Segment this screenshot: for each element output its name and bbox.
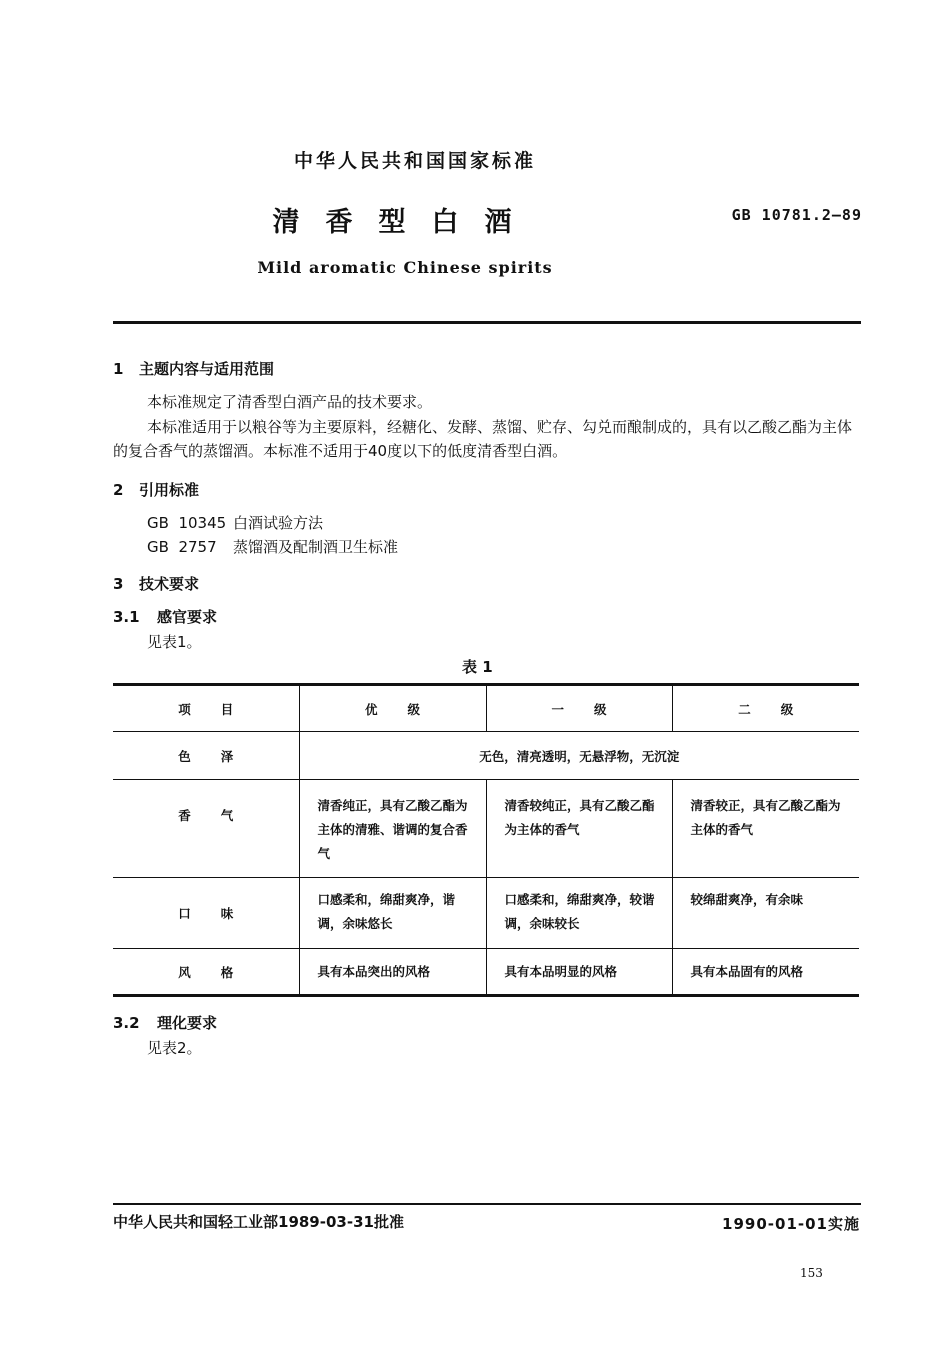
section-1-paragraph-1: 本标准规定了清香型白酒产品的技术要求。 [147,393,433,411]
table-cell: 清香较正，具有乙酸乙酯为主体的香气 [672,780,859,878]
table-cell: 口感柔和，绵甜爽净，谐调，余味悠长 [299,878,486,949]
table-header-cell: 二级 [672,685,859,732]
row-label-cell: 口味 [178,906,264,921]
section-title: 主题内容与适用范围 [139,360,275,378]
document-title: 清香型白酒 [272,207,538,238]
table-cell: 具有本品固有的风格 [672,949,859,996]
table-cell: 口感柔和，绵甜爽净，较谐调，余味较长 [486,878,672,949]
table-cell: 清香较纯正，具有乙酸乙酯为主体的香气 [486,780,672,878]
table-header-cell: 一级 [486,685,672,732]
reference-title: 白酒试验方法 [233,514,324,532]
section-3-1-text: 见表1。 [147,633,202,651]
section-title: 引用标准 [139,481,200,499]
page-number: 153 [800,1266,823,1280]
table-cell: 具有本品明显的风格 [486,949,672,996]
row-label-cell: 风格 [178,964,264,980]
section-title: 理化要求 [157,1014,218,1032]
section-title: 感官要求 [157,608,218,626]
row-label-cell: 香气 [178,808,264,823]
table-caption: 表 1 [462,658,493,676]
table-cell: 无色，清亮透明，无悬浮物，无沉淀 [299,732,859,780]
table-row [113,780,859,878]
section-number: 2 [113,481,124,499]
section-3-1-heading [113,606,217,627]
footer-rule [113,1203,861,1205]
section-1-heading [113,358,274,379]
section-2-heading [113,479,199,500]
english-title: Mild aromatic Chinese spirits [257,258,553,277]
table-cell: 较绵甜爽净，有余味 [672,878,859,949]
reference-item [147,511,323,535]
section-number: 3.1 [113,608,140,626]
section-number: 3 [113,575,124,593]
section-1-paragraph-2: 本标准适用于以粮谷等为主要原料，经糖化、发酵、蒸馏、贮存、勾兑而酿制成的，具有以乙酸乙酯为主体的复合香气的蒸馏酒。本标准不适用于40度以下的低度清香型白酒。 [113,418,853,460]
table-header-cell: 项目 [113,685,299,732]
section-number: 3.2 [113,1014,140,1032]
sensory-requirements-table [113,683,859,997]
issuer-heading: 中华人民共和国国家标准 [293,150,536,172]
reference-title: 蒸馏酒及配制酒卫生标准 [233,538,399,556]
effective-date: 1990-01-01实施 [722,1215,860,1233]
reference-code: GB 10345 [147,514,227,532]
table-header-cell: 优级 [299,685,486,732]
section-3-2-text: 见表2。 [147,1039,202,1057]
section-number: 1 [113,360,124,378]
section-title: 技术要求 [139,575,200,593]
table-row [113,732,859,780]
table-cell: 具有本品突出的风格 [299,949,486,996]
table-row [113,949,859,996]
section-3-heading [113,573,199,594]
table-cell: 清香纯正，具有乙酸乙酯为主体的清雅、谐调的复合香气 [299,780,486,878]
table-header-row [113,685,859,732]
section-3-2-heading [113,1012,217,1033]
approval-statement: 中华人民共和国轻工业部1989-03-31批准 [113,1213,404,1231]
standard-code: GB 10781.2—89 [731,206,862,224]
row-label-cell: 色泽 [178,748,264,764]
reference-code: GB 2757 [147,538,217,556]
reference-item [147,535,398,559]
table-row [113,878,859,949]
header-rule [113,321,861,324]
